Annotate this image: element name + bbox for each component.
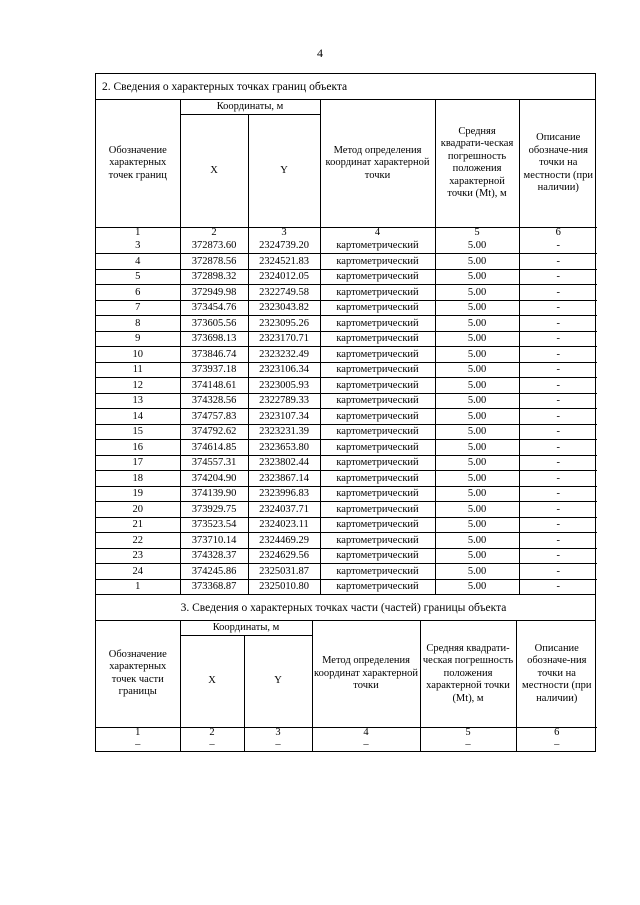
table-row [96, 331, 597, 347]
table-row [96, 471, 597, 487]
table-cell: 2322789.33 [248, 393, 320, 409]
table-cell: 5.00 [435, 424, 519, 440]
table-cell: 11 [96, 362, 180, 378]
column-number: 2 [180, 727, 244, 739]
header-y: Y [248, 114, 320, 227]
table-cell: 373698.13 [180, 331, 248, 347]
table-cell: 374328.37 [180, 548, 248, 564]
table-cell: картометрический [320, 424, 435, 440]
table-cell: 2324629.56 [248, 548, 320, 564]
table-cell: 15 [96, 424, 180, 440]
table-cell: 5.00 [435, 362, 519, 378]
table-row [96, 739, 597, 751]
table-cell: 2324037.71 [248, 502, 320, 518]
table-cell: картометрический [320, 347, 435, 363]
table-cell: - [519, 579, 597, 594]
table-cell: 2323095.26 [248, 316, 320, 332]
table-row [96, 502, 597, 518]
table-cell: 5.00 [435, 471, 519, 487]
table-cell: 18 [96, 471, 180, 487]
header-coordinates: Координаты, м [180, 621, 312, 635]
table-row [96, 424, 597, 440]
table-row [96, 409, 597, 425]
table-cell: картометрический [320, 486, 435, 502]
table-row [96, 378, 597, 394]
column-number: 5 [435, 227, 519, 239]
table-cell: 374614.85 [180, 440, 248, 456]
table-cell: - [519, 254, 597, 270]
table-cell: картометрический [320, 579, 435, 594]
table-cell: 373937.18 [180, 362, 248, 378]
table-cell: картометрический [320, 533, 435, 549]
table-cell: 374757.83 [180, 409, 248, 425]
table-cell: 2323106.34 [248, 362, 320, 378]
header-method: Метод определения координат характерной точки [320, 100, 435, 227]
table-cell: 7 [96, 300, 180, 316]
table-cell: 2324521.83 [248, 254, 320, 270]
table-cell: 2324469.29 [248, 533, 320, 549]
table-cell: 374245.86 [180, 564, 248, 580]
table-cell: 10 [96, 347, 180, 363]
table-row [96, 239, 597, 254]
header-error: Средняя квадрати-ческая погрешность положения характерной точки (Mt), м [420, 621, 516, 727]
table-cell: картометрический [320, 440, 435, 456]
table-cell: картометрический [320, 316, 435, 332]
table-cell: 20 [96, 502, 180, 518]
table-cell: 2323653.80 [248, 440, 320, 456]
table-cell: 5.00 [435, 331, 519, 347]
table-cell: - [519, 533, 597, 549]
table-cell: - [519, 455, 597, 471]
table-cell: 1 [96, 579, 180, 594]
column-number: 6 [519, 227, 597, 239]
table-cell: картометрический [320, 362, 435, 378]
table-row [96, 393, 597, 409]
table-cell: 2323170.71 [248, 331, 320, 347]
table-cell: 2323231.39 [248, 424, 320, 440]
table-cell: 2323043.82 [248, 300, 320, 316]
table-cell: 5.00 [435, 378, 519, 394]
table-cell: картометрический [320, 254, 435, 270]
table-cell: картометрический [320, 393, 435, 409]
table-cell: - [519, 347, 597, 363]
table-cell: 372898.32 [180, 269, 248, 285]
table-cell: 12 [96, 378, 180, 394]
table-cell: 2325010.80 [248, 579, 320, 594]
column-number: 3 [248, 227, 320, 239]
table-cell: - [519, 424, 597, 440]
table-cell: – [516, 739, 597, 751]
table-cell: 4 [96, 254, 180, 270]
column-number-row [96, 727, 597, 739]
table-cell: 5.00 [435, 316, 519, 332]
table-cell: 5.00 [435, 455, 519, 471]
table-cell: 373523.54 [180, 517, 248, 533]
table-cell: картометрический [320, 331, 435, 347]
table-cell: - [519, 362, 597, 378]
table-cell: - [519, 409, 597, 425]
header-method: Метод определения координат характерной точки [312, 621, 420, 727]
table-row [96, 300, 597, 316]
table-cell: - [519, 564, 597, 580]
table-cell: 372949.98 [180, 285, 248, 301]
table-cell: - [519, 471, 597, 487]
table-cell: - [519, 502, 597, 518]
table-cell: - [519, 239, 597, 254]
table-cell: картометрический [320, 517, 435, 533]
column-number: 1 [96, 227, 180, 239]
table-cell: 373929.75 [180, 502, 248, 518]
table-cell: - [519, 486, 597, 502]
table-cell: 374792.62 [180, 424, 248, 440]
table-row [96, 362, 597, 378]
table-cell: 2325031.87 [248, 564, 320, 580]
table-cell: картометрический [320, 285, 435, 301]
table-cell: 17 [96, 455, 180, 471]
table-row [96, 486, 597, 502]
section-title: 2. Сведения о характерных точках границ объекта [96, 74, 595, 100]
table-cell: 2323996.83 [248, 486, 320, 502]
table-cell: 5.00 [435, 347, 519, 363]
table-cell: 374557.31 [180, 455, 248, 471]
header-x: X [180, 635, 244, 727]
table-cell: 373710.14 [180, 533, 248, 549]
table-cell: 374139.90 [180, 486, 248, 502]
table-row [96, 440, 597, 456]
table-cell: 373846.74 [180, 347, 248, 363]
table-cell: 13 [96, 393, 180, 409]
table-cell: 372873.60 [180, 239, 248, 254]
header-description: Описание обозначе-ния точки на местности (при наличии) [519, 100, 597, 227]
table-cell: 5.00 [435, 486, 519, 502]
table-row [96, 269, 597, 285]
table-cell: картометрический [320, 548, 435, 564]
table-cell: 5.00 [435, 285, 519, 301]
table-cell: 373368.87 [180, 579, 248, 594]
table-cell: 22 [96, 533, 180, 549]
table-cell: – [96, 739, 180, 751]
table-cell: картометрический [320, 471, 435, 487]
table-cell: 5.00 [435, 269, 519, 285]
header-y: Y [244, 635, 312, 727]
table-cell: 19 [96, 486, 180, 502]
table-cell: 2323867.14 [248, 471, 320, 487]
header-x: X [180, 114, 248, 227]
header-description: Описание обозначе-ния точки на местности (при наличии) [516, 621, 597, 727]
table-cell: 5.00 [435, 548, 519, 564]
table-cell: 5.00 [435, 502, 519, 518]
table-cell: 5.00 [435, 579, 519, 594]
table-row [96, 455, 597, 471]
section-title: 3. Сведения о характерных точках части (частей) границы объекта [96, 595, 595, 621]
table-cell: – [312, 739, 420, 751]
table-cell: 374148.61 [180, 378, 248, 394]
table-cell: 23 [96, 548, 180, 564]
table-cell: - [519, 440, 597, 456]
table-cell: 374328.56 [180, 393, 248, 409]
table-cell: 5.00 [435, 409, 519, 425]
table-row [96, 285, 597, 301]
table-cell: - [519, 517, 597, 533]
header-designation: Обозначение характерных точек границ [96, 100, 180, 227]
table-cell: - [519, 378, 597, 394]
table-cell: 8 [96, 316, 180, 332]
table-cell: 21 [96, 517, 180, 533]
table-row [96, 347, 597, 363]
table-cell: 2324739.20 [248, 239, 320, 254]
table-cell: 373454.76 [180, 300, 248, 316]
table-row [96, 254, 597, 270]
table-cell: - [519, 548, 597, 564]
table-row [96, 548, 597, 564]
part-boundary-points-section [95, 594, 596, 752]
page-number: 4 [317, 46, 323, 60]
table-cell: 2323005.93 [248, 378, 320, 394]
column-number: 5 [420, 727, 516, 739]
table-row [96, 517, 597, 533]
column-number-row [96, 227, 597, 239]
table-cell: картометрический [320, 239, 435, 254]
header-error: Средняя квадрати-ческая погрешность положения характерной точки (Mt), м [435, 100, 519, 227]
column-number: 3 [244, 727, 312, 739]
table-cell: 5.00 [435, 564, 519, 580]
table-cell: 5 [96, 269, 180, 285]
column-number: 2 [180, 227, 248, 239]
table-cell: 24 [96, 564, 180, 580]
table-cell: 9 [96, 331, 180, 347]
table-cell: 5.00 [435, 239, 519, 254]
table-cell: картометрический [320, 564, 435, 580]
column-number: 4 [312, 727, 420, 739]
table-cell: 2323232.49 [248, 347, 320, 363]
table-cell: 5.00 [435, 533, 519, 549]
column-number: 4 [320, 227, 435, 239]
table-row [96, 579, 597, 594]
table-cell: 14 [96, 409, 180, 425]
table-cell: 5.00 [435, 393, 519, 409]
table-cell: 2324012.05 [248, 269, 320, 285]
table-row [96, 316, 597, 332]
table-cell: - [519, 269, 597, 285]
table-cell: – [180, 739, 244, 751]
table-cell: 373605.56 [180, 316, 248, 332]
column-number: 6 [516, 727, 597, 739]
table-row [96, 564, 597, 580]
table-cell: - [519, 300, 597, 316]
table-cell: картометрический [320, 378, 435, 394]
table-cell: 5.00 [435, 300, 519, 316]
header-coordinates: Координаты, м [180, 100, 320, 114]
table-cell: картометрический [320, 409, 435, 425]
table-cell: 5.00 [435, 517, 519, 533]
column-number: 1 [96, 727, 180, 739]
table-cell: - [519, 331, 597, 347]
table-cell: 2323802.44 [248, 455, 320, 471]
table-cell: – [420, 739, 516, 751]
table-cell: - [519, 393, 597, 409]
table-cell: 16 [96, 440, 180, 456]
table-cell: картометрический [320, 455, 435, 471]
table-cell: 2323107.34 [248, 409, 320, 425]
table-cell: 5.00 [435, 440, 519, 456]
table-cell: 3 [96, 239, 180, 254]
table-row [96, 533, 597, 549]
table-cell: 6 [96, 285, 180, 301]
table-cell: картометрический [320, 269, 435, 285]
table-cell: - [519, 316, 597, 332]
table-cell: 2324023.11 [248, 517, 320, 533]
table-cell: 372878.56 [180, 254, 248, 270]
table-cell: 374204.90 [180, 471, 248, 487]
table-cell: 5.00 [435, 254, 519, 270]
boundary-points-table [96, 100, 597, 594]
table-cell: картометрический [320, 502, 435, 518]
boundary-points-section [95, 73, 596, 595]
header-designation: Обозначение характерных точек части границы [96, 621, 180, 727]
table-cell: картометрический [320, 300, 435, 316]
table-cell: 2322749.58 [248, 285, 320, 301]
table-cell: - [519, 285, 597, 301]
part-boundary-points-table [96, 621, 597, 751]
table-cell: – [244, 739, 312, 751]
